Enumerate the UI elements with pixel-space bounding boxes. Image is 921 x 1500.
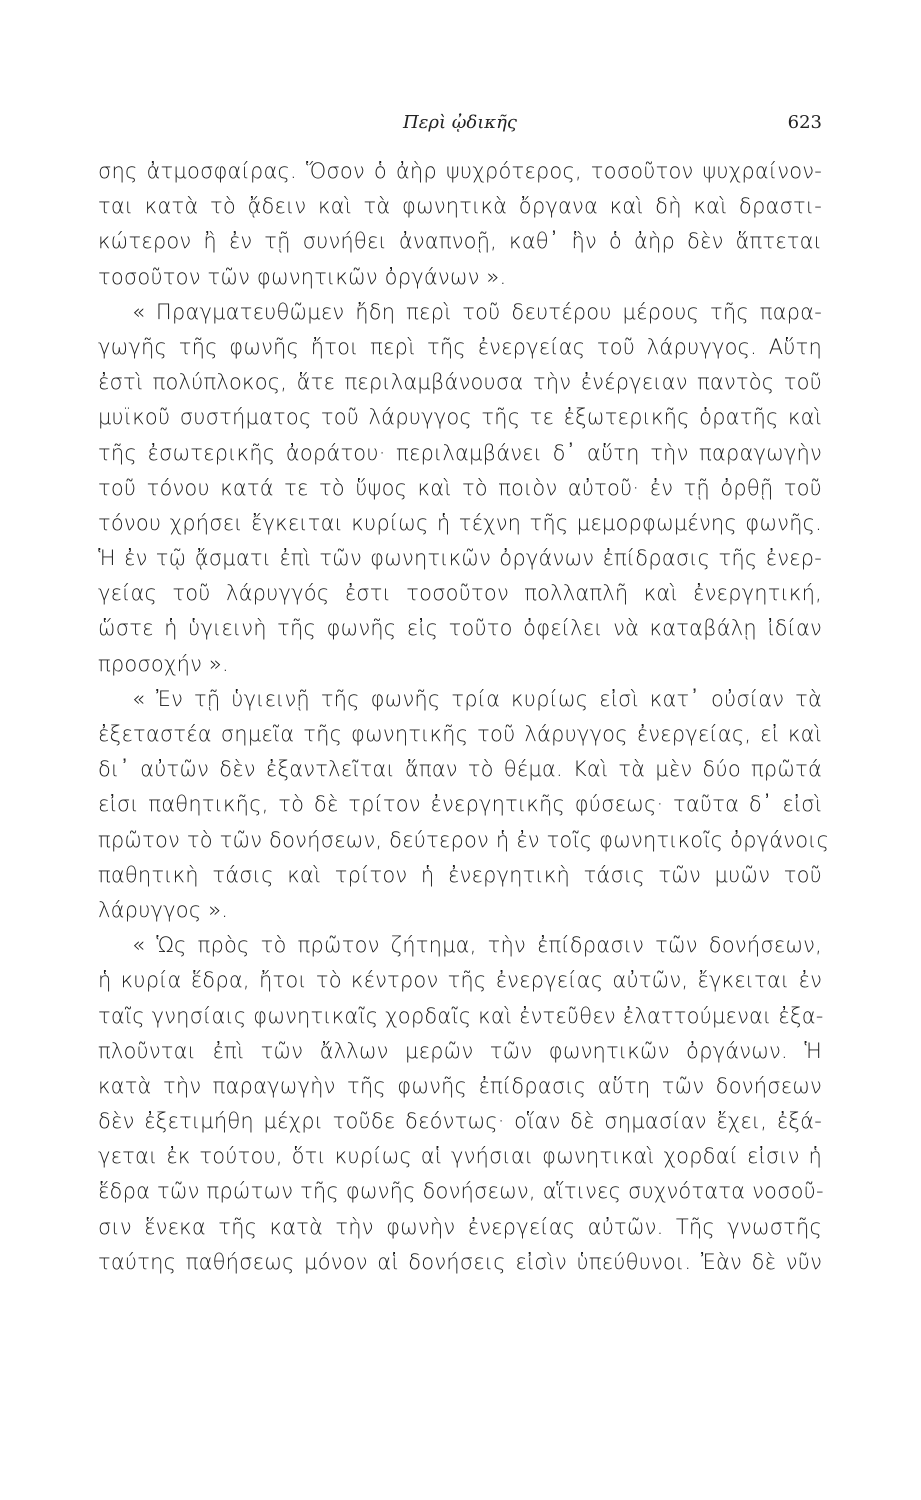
- text-line: τοῦ τόνου κατά τε τὸ ὕψος καὶ τὸ ποιὸν αὐτοῦ· ἐν τῇ ὀρθῇ τοῦ: [98, 475, 822, 500]
- text-line: προσοχήν ».: [98, 651, 229, 676]
- text-line: τοσοῦτον τῶν φωνητικῶν ὀργάνων ».: [98, 264, 507, 289]
- text-line: γωγῆς τῆς φωνῆς ἤτοι περὶ τῆς ἐνεργείας τοῦ λάρυγγος. Αὕτη: [98, 334, 822, 359]
- text-line: Ἡ ἐν τῷ ᾄσματι ἐπὶ τῶν φωνητικῶν ὀργάνων ἐπίδρασις τῆς ἐνερ-: [98, 546, 822, 571]
- text-line: ἕδρα τῶν πρώτων τῆς φωνῆς δονήσεων, αἵτινες συχνότατα νοσοῦ-: [98, 1179, 824, 1204]
- text-line: ἐστὶ πολύπλοκος, ἅτε περιλαμβάνουσα τὴν ἐνέργειαν παντὸς τοῦ: [98, 370, 822, 395]
- text-line: « Ἐν τῇ ὑγιεινῇ τῆς φωνῆς τρία κυρίως εἰσὶ κατ᾽ οὐσίαν τὰ: [132, 686, 822, 711]
- text-line: παθητικὴ τάσις καὶ τρίτον ἡ ἐνεργητικὴ τάσις τῶν μυῶν τοῦ: [98, 862, 822, 887]
- text-line: ταύτης παθήσεως μόνον αἱ δονήσεις εἰσὶν ὑπεύθυνοι. Ἐὰν δὲ νῦν: [98, 1249, 822, 1274]
- text-line: τῆς ἐσωτερικῆς ἀοράτου· περιλαμβάνει δ᾽ αὕτη τὴν παραγωγὴν: [98, 440, 822, 465]
- text-line: ὥστε ἡ ὑγιεινὴ τῆς φωνῆς εἰς τοῦτο ὀφείλει νὰ καταβάλῃ ἰδίαν: [98, 616, 822, 641]
- text-line: ταῖς γνησίαις φωνητικαῖς χορδαῖς καὶ ἐντεῦθεν ἐλαττούμεναι ἐξα-: [98, 1003, 824, 1028]
- text-line: κώτερον ἢ ἐν τῇ συνήθει ἀναπνοῇ, καθ᾽ ἣν ὁ ἀὴρ δὲν ἅπτεται: [98, 229, 822, 254]
- page-number: 623: [787, 112, 822, 133]
- text-line: μυϊκοῦ συστήματος τοῦ λάρυγγος τῆς τε ἐξωτερικῆς ὁρατῆς καὶ: [98, 405, 822, 430]
- text-line: « Ὡς πρὸς τὸ πρῶτον ζήτημα, τὴν ἐπίδρασιν τῶν δονήσεων,: [132, 933, 822, 958]
- text-line: σιν ἕνεκα τῆς κατὰ τὴν φωνὴν ἐνεργείας αὐτῶν. Τῆς γνωστῆς: [98, 1214, 822, 1239]
- text-line: ἡ κυρία ἕδρα, ἤτοι τὸ κέντρον τῆς ἐνεργείας αὐτῶν, ἔγκειται ἐν: [98, 968, 822, 993]
- text-line: λάρυγγος ».: [98, 897, 229, 922]
- text-line: γείας τοῦ λάρυγγός ἐστι τοσοῦτον πολλαπλῆ καὶ ἐνεργητική,: [98, 581, 822, 606]
- running-title: Περὶ ᾠδικῆς: [403, 112, 517, 133]
- text-line: τόνου χρήσει ἔγκειται κυρίως ἡ τέχνη τῆς μεμορφωμένης φωνῆς.: [98, 510, 822, 535]
- text-line: κατὰ τὴν παραγωγὴν τῆς φωνῆς ἐπίδρασις αὕτη τῶν δονήσεων: [98, 1073, 822, 1098]
- text-line: εἰσι παθητικῆς, τὸ δὲ τρίτον ἐνεργητικῆς φύσεως· ταῦτα δ᾽ εἰσὶ: [98, 792, 822, 817]
- text-line: γεται ἐκ τούτου, ὅτι κυρίως αἱ γνήσιαι φωνητικαὶ χορδαί εἰσιν ἡ: [98, 1144, 822, 1169]
- text-line: ἐξεταστέα σημεῖα τῆς φωνητικῆς τοῦ λάρυγγος ἐνεργείας, εἰ καὶ: [98, 722, 822, 746]
- text-line: πλοῦνται ἐπὶ τῶν ἄλλων μερῶν τῶν φωνητικῶν ὀργάνων. Ἡ: [98, 1038, 822, 1063]
- text-line: δὲν ἐξετιμήθη μέχρι τοῦδε δεόντως· οἵαν δὲ σημασίαν ἔχει, ἐξά-: [98, 1109, 822, 1134]
- text-line: « Πραγματευθῶμεν ἤδη περὶ τοῦ δευτέρου μέρους τῆς παρα-: [132, 299, 822, 324]
- page-header: [98, 112, 822, 148]
- body-text: [98, 154, 830, 1280]
- text-line: ται κατὰ τὸ ᾄδειν καὶ τὰ φωνητικὰ ὄργανα καὶ δὴ καὶ δραστι-: [98, 194, 822, 219]
- text-line: πρῶτον τὸ τῶν δονήσεων, δεύτερον ἡ ἐν τοῖς φωνητικοῖς ὀργάνοις: [98, 827, 830, 852]
- text-line: δι᾽ αὐτῶν δὲν ἐξαντλεῖται ἅπαν τὸ θέμα. Καὶ τὰ μὲν δύο πρῶτά: [98, 757, 822, 782]
- text-line: σης ἀτμοσφαίρας. Ὅσον ὁ ἀὴρ ψυχρότερος, τοσοῦτον ψυχραίνον-: [98, 159, 822, 183]
